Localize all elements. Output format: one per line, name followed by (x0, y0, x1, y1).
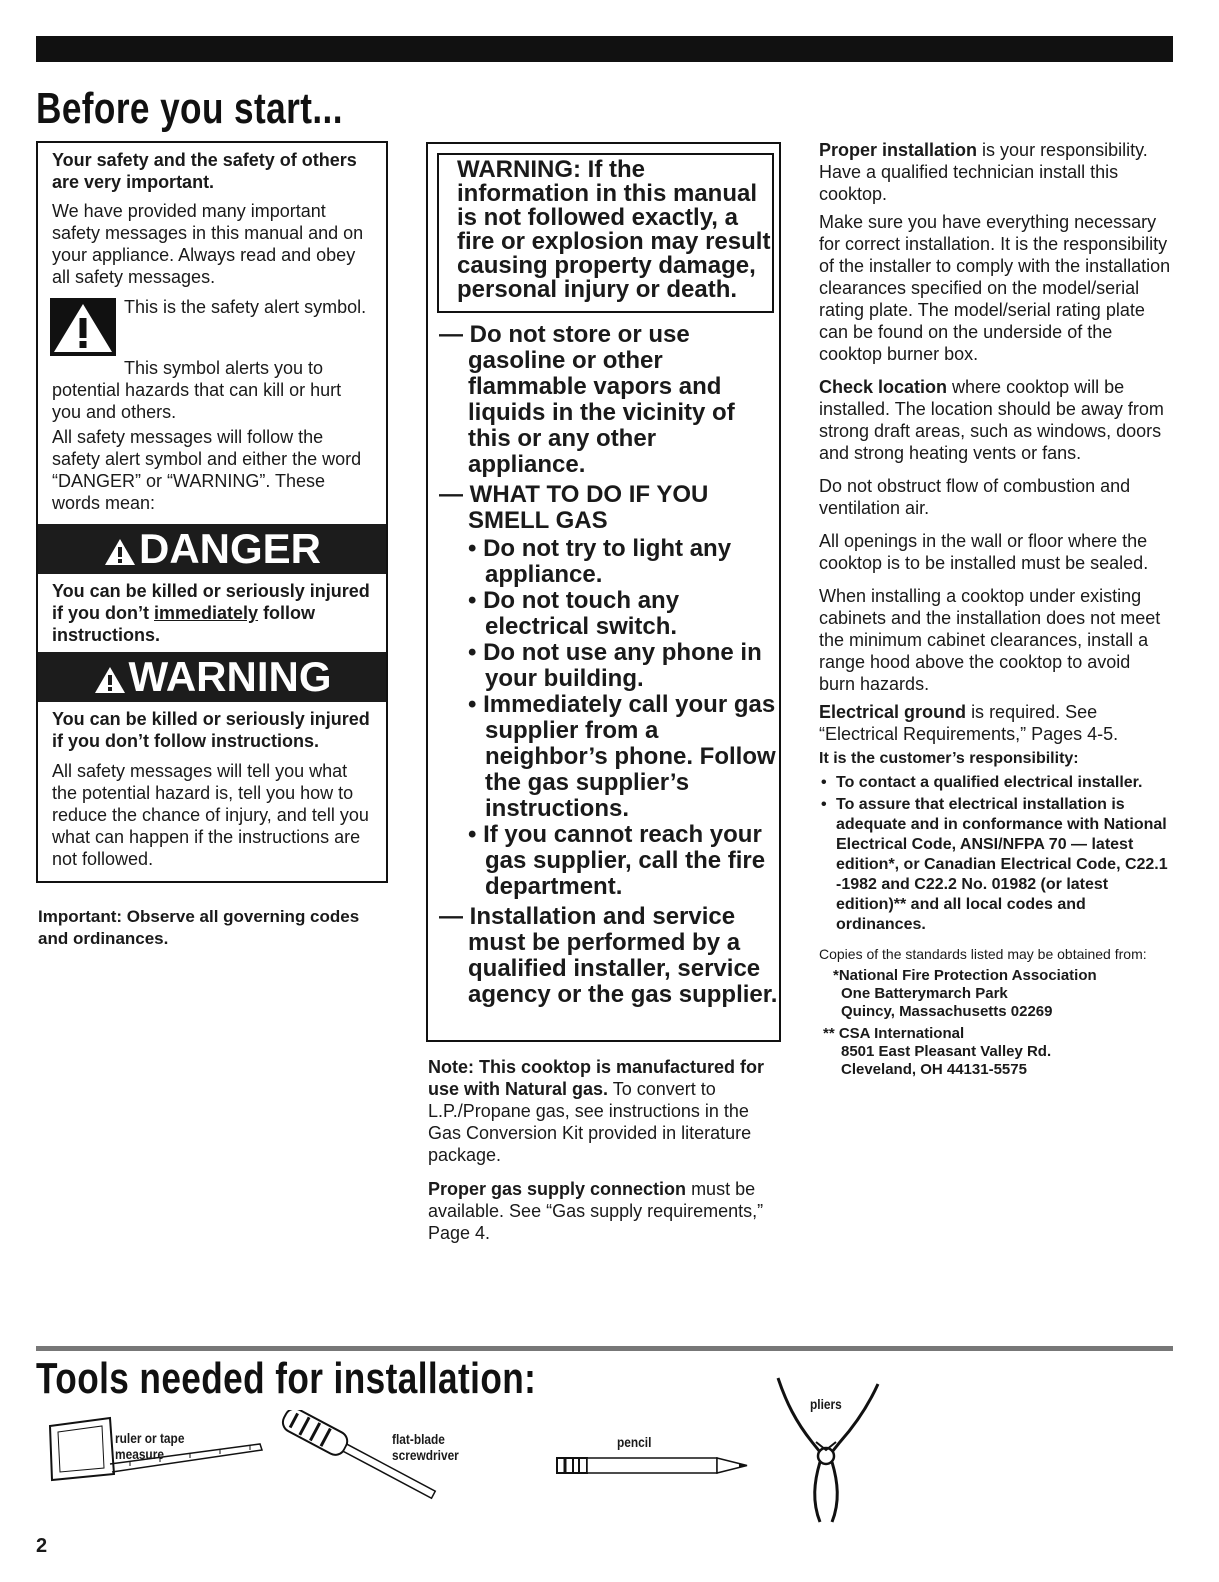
nfpa-line-2: One Batterymarch Park (841, 985, 1008, 1002)
gas-step-2: • Do not touch any electrical switch. (468, 587, 680, 640)
alert-symbol-text-2: This symbol alerts you to potential hazards that can kill or hurt you and others. (52, 358, 342, 422)
warning-item-installation: — Installation and service must be performed by a qualified installer, service agency or the gas supplier. (439, 903, 778, 1008)
check-location-bold: Check location (819, 377, 948, 397)
csa-address (823, 1025, 1171, 1079)
proper-installation (819, 139, 1171, 205)
danger-label: DANGER (138, 525, 321, 572)
header-bar (36, 36, 1173, 62)
safety-closing-text: All safety messages will tell you what the potential hazard is, tell you how to reduce the chance of injury, and tell you what can happen if the instructions are not followed. (52, 761, 369, 869)
screwdriver-label: flat-blade screwdriver (392, 1431, 459, 1463)
tools-title: Tools needed for installation: (36, 1354, 537, 1403)
warning-text: You can be killed or seriously injured if you don’t follow instructions. (52, 709, 370, 751)
warning-label: WARNING (128, 653, 332, 700)
alert-symbol-text-1: This is the safety alert symbol. (124, 297, 367, 317)
warning-alert-icon (93, 665, 127, 695)
proper-installation-bold: Proper installation (819, 140, 978, 160)
gas-supply-note-bold: Proper gas supply connection (428, 1179, 687, 1199)
important-note: Important: Observe all governing codes and ordinances. (38, 907, 360, 948)
tape-measure-label: ruler or tape measure (115, 1430, 185, 1462)
danger-text-end: follow instructions. (52, 603, 316, 645)
danger-text-start: You can be killed or seriously injured if you don’t (52, 581, 370, 623)
natural-gas-note-rest: To convert to L.P./Propane gas, see instructions in the Gas Conversion Kit provided in literature package. (428, 1079, 752, 1165)
tools-divider (36, 1346, 1173, 1351)
gas-warning-box (426, 142, 781, 1042)
safety-intro: We have provided many important safety messages in this manual and on your appliance. Always read and obey all safety messages. (52, 201, 364, 287)
responsibility-item-1: • To contact a qualified electrical installer. (819, 773, 1171, 793)
csa-line-1: ** CSA International (823, 1025, 965, 1042)
csa-line-2: 8501 East Pleasant Valley Rd. (841, 1043, 1052, 1060)
danger-alert-icon (103, 537, 137, 567)
gas-step-3: • Do not use any phone in your building. (468, 639, 762, 692)
proper-installation-rest: is your responsibility. Have a qualified technician install this cooktop. (819, 140, 1148, 204)
electrical-ground (819, 701, 1171, 745)
middle-notes (428, 1056, 783, 1244)
safety-heading: Your safety and the safety of others are very important. (52, 150, 357, 192)
pliers-label: pliers (810, 1396, 842, 1412)
danger-text-underlined: immediately (154, 603, 259, 623)
electrical-ground-bold: Electrical ground (819, 702, 967, 722)
warning-banner (38, 652, 386, 702)
airflow-note: Do not obstruct flow of combustion and ventilation air. (819, 476, 1131, 518)
nfpa-line-3: Quincy, Massachusetts 02269 (841, 1003, 1053, 1020)
nfpa-address (833, 967, 1171, 1021)
range-hood-note: When installing a cooktop under existing cabinets and the installation does not meet the minimum cabinet clearances, install a range hood above the cooktop to avoid burn hazards. (819, 586, 1161, 694)
page-title: Before you start... (36, 84, 343, 133)
installer-responsibility: Make sure you have everything necessary for correct installation. It is the responsibility of the installer to comply with the installation clearances specified on the model/serial rating plate. The model/serial rating plate can be found on the underside of the cooktop burner box. (819, 212, 1171, 364)
gas-step-1: • Do not try to light any appliance. (468, 535, 732, 588)
danger-text (52, 580, 372, 646)
gas-supply-note-rest: must be available. See “Gas supply requirements,” Page 4. (428, 1179, 764, 1243)
gas-supply-note (428, 1178, 783, 1244)
check-location (819, 376, 1171, 464)
natural-gas-note-bold: Note: This cooktop is manufactured for use with Natural gas. (428, 1057, 765, 1099)
csa-line-3: Cleveland, OH 44131-5575 (841, 1061, 1027, 1078)
customer-responsibility-heading: It is the customer’s responsibility: (819, 750, 1079, 767)
safety-box (36, 141, 388, 883)
nfpa-line-1: *National Fire Protection Association (833, 967, 1097, 984)
pencil-label: pencil (617, 1434, 652, 1450)
right-column (819, 139, 1171, 1079)
electrical-ground-rest: is required. See “Electrical Requirements,” Pages 4-5. (819, 702, 1119, 744)
responsibility-list (819, 773, 1171, 935)
warning-item-flammable: — Do not store or use gasoline or other flammable vapors and liquids in the vicinity of this or any other appliance. (439, 321, 735, 478)
safety-alert-symbol-icon (50, 298, 116, 356)
signal-words-text: All safety messages will follow the safety alert symbol and either the word “DANGER” or “WARNING”. These words mean: (52, 427, 362, 513)
gas-step-4: • Immediately call your gas supplier from a neighbor’s phone. Follow the gas supplier’s instructions. (468, 691, 776, 822)
pencil-icon (555, 1455, 750, 1477)
danger-banner (38, 524, 386, 574)
gas-step-5: • If you cannot reach your gas supplier, call the fire department. (468, 821, 766, 900)
sealed-openings-note: All openings in the wall or floor where the cooktop is to be installed must be sealed. (819, 531, 1149, 573)
check-location-rest: where cooktop will be installed. The location should be away from strong draft areas, such as windows, doors and strong heating vents or fans. (819, 377, 1164, 463)
warning-item-smell-gas: — WHAT TO DO IF YOU SMELL GAS (439, 481, 709, 534)
responsibility-item-2: • To assure that electrical installation is adequate and in conformance with National Electrical Code, ANSI/NFPA 70 — latest edition*, or Canadian Electrical Code, C22.1 -1982 and C22.2 No. 01982 (or latest edition)** and all local codes and ordinances. (819, 795, 1171, 935)
natural-gas-note (428, 1056, 783, 1166)
standards-copies-note: Copies of the standards listed may be obtained from: (819, 946, 1147, 962)
warning-statement: WARNING: If the information in this manual is not followed exactly, a fire or explosion may result causing property damage, personal injury or death. (437, 153, 774, 313)
page-number: 2 (36, 1535, 48, 1557)
